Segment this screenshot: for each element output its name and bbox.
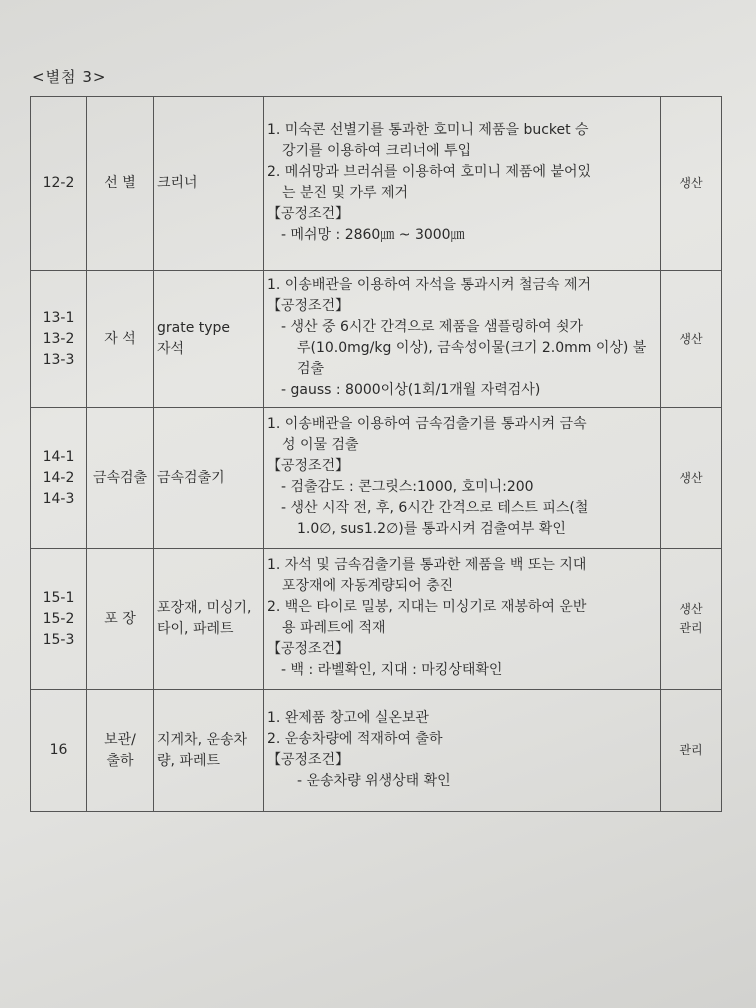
equipment-cell (154, 271, 264, 408)
process-row (31, 549, 722, 690)
process-code: 16 (49, 742, 68, 758)
description-line: - 메쉬망 : 2860㎛ ~ 3000㎛ (281, 226, 465, 243)
equipment-name: 지게차, 운송차 (157, 731, 248, 748)
process-table (30, 96, 722, 812)
process-step-name: 포 장 (104, 610, 136, 627)
description-line: 검출 (297, 361, 325, 377)
description-cell (264, 408, 661, 549)
process-code: 13-1 (42, 309, 75, 326)
description-line: 【공정조건】 (267, 751, 350, 768)
equipment-name: 량, 파레트 (157, 752, 220, 769)
description-cell (264, 690, 661, 812)
department-cell (661, 549, 722, 690)
department-name: 생산 (679, 176, 703, 190)
equipment-cell (154, 549, 264, 690)
equipment-name: 포장재, 미싱기, (157, 600, 252, 616)
description-cell (264, 549, 661, 690)
description-line: 【공정조건】 (267, 641, 350, 657)
description-line: 1.0∅, sus1.2∅)를 통과시켜 검출여부 확인 (297, 521, 566, 537)
description-line: 강기를 이용하여 크리너에 투입 (282, 142, 472, 159)
description-line: - 백 : 라벨확인, 지대 : 마킹상태확인 (281, 662, 503, 678)
process-step-name: 보관/ (104, 731, 136, 748)
process-row (31, 690, 722, 812)
description-line: 포장재에 자동계량되어 충진 (282, 578, 454, 594)
description-line: - gauss : 8000이상(1회/1개월 자력검사) (281, 382, 541, 398)
description-line: - 생산 시작 전, 후, 6시간 간격으로 테스트 피스(철 (281, 500, 589, 516)
description-line: 1. 미숙콘 선별기를 통과한 호미니 제품을 bucket 승 (267, 121, 589, 138)
equipment-name: grate type (157, 320, 231, 336)
equipment-name: 크리너 (157, 175, 198, 191)
process-code: 14-3 (42, 490, 75, 507)
description-line: - 검출감도 : 콘그릿스:1000, 호미니:200 (281, 479, 534, 495)
process-step-name: 출하 (106, 752, 134, 769)
process-step-name: 선 별 (104, 175, 136, 191)
description-line: 1. 자석 및 금속검출기를 통과한 제품을 백 또는 지대 (267, 557, 587, 573)
description-line: - 운송차량 위생상태 확인 (297, 772, 451, 789)
process-code-cell (31, 549, 87, 690)
description-line: 【공정조건】 (267, 298, 350, 314)
department-name: 생산 (679, 331, 703, 346)
description-line: 1. 이송배관을 이용하여 자석을 통과시켜 철금속 제거 (267, 277, 592, 293)
department-cell (661, 408, 722, 549)
department-name: 관리 (679, 743, 703, 757)
process-code: 15-3 (42, 631, 75, 648)
department-name: 관리 (679, 621, 703, 635)
process-code-cell (31, 408, 87, 549)
description-cell (264, 271, 661, 408)
description-line: 루(10.0mg/kg 이상), 금속성이물(크기 2.0mm 이상) 불 (297, 340, 647, 356)
description-line: - 생산 중 6시간 간격으로 제품을 샘플링하여 쇳가 (281, 319, 584, 335)
description-cell (264, 97, 661, 271)
process-step-cell (87, 271, 154, 408)
process-code-cell (31, 97, 87, 271)
description-line: 는 분진 및 가루 제거 (282, 184, 408, 201)
equipment-cell (154, 408, 264, 549)
process-code-cell (31, 690, 87, 812)
department-cell (661, 271, 722, 408)
description-line: 1. 이송배관을 이용하여 금속검출기를 통과시켜 금속 (267, 416, 587, 432)
department-cell (661, 97, 722, 271)
department-name: 생산 (679, 470, 703, 485)
equipment-name: 금속검출기 (157, 469, 225, 486)
equipment-cell (154, 97, 264, 271)
process-code-cell (31, 271, 87, 408)
process-step-cell (87, 408, 154, 549)
department-cell (661, 690, 722, 812)
description-line: 【공정조건】 (267, 205, 350, 222)
description-line: 2. 백은 타이로 밀봉, 지대는 미싱기로 재봉하여 운반 (267, 599, 587, 615)
process-code: 15-2 (42, 610, 75, 627)
process-row (31, 271, 722, 408)
description-line: 2. 운송차량에 적재하여 출하 (267, 730, 443, 747)
description-line: 1. 완제품 창고에 실온보관 (267, 709, 429, 726)
process-step-name: 자 석 (104, 330, 136, 347)
process-code: 13-3 (42, 351, 75, 368)
equipment-cell (154, 690, 264, 812)
process-step-name: 금속검출 (92, 469, 148, 486)
equipment-name: 타이, 파레트 (157, 621, 234, 637)
process-step-cell (87, 549, 154, 690)
process-row (31, 97, 722, 271)
process-code: 15-1 (42, 589, 75, 606)
process-code: 12-2 (42, 175, 75, 191)
description-line: 성 이물 검출 (282, 437, 359, 453)
department-name: 생산 (679, 602, 703, 616)
description-line: 2. 메쉬망과 브러쉬를 이용하여 호미니 제품에 붙어있 (267, 163, 592, 180)
process-code: 14-2 (42, 469, 75, 486)
description-line: 【공정조건】 (267, 458, 350, 474)
attachment-label: <별첨 3> (32, 68, 107, 86)
process-code: 13-2 (42, 330, 75, 347)
process-row (31, 408, 722, 549)
equipment-name: 자석 (157, 341, 185, 357)
process-code: 14-1 (42, 448, 75, 465)
description-line: 용 파레트에 적재 (282, 620, 386, 636)
process-step-cell (87, 690, 154, 812)
process-step-cell (87, 97, 154, 271)
